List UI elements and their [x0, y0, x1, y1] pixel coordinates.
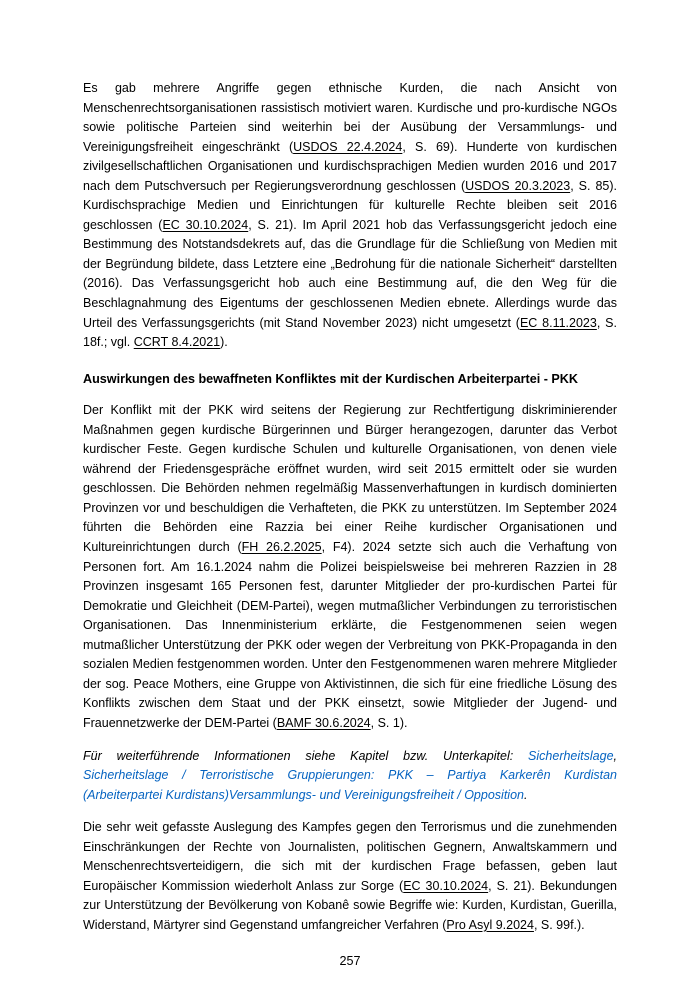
- source-reference-link[interactable]: USDOS 20.3.2023: [465, 178, 571, 193]
- text-run: , F4). 2024 setzte sich auch die Verhaftung von Personen fort. Am 16.1.2024 nahm die Polizei beispielsweise bei mehreren Razzien in 28 Provinzen insgesamt 165 Personen fest, darunter Mitglieder der pro-kurdischen Partei für Demokratie und Gleichheit (DEM-Partei), wegen mutmaßlicher Verbindungen zu terroristischen Organisationen. Das Innenministerium erklärte, die Festgenommenen seien wegen mutmaßlicher Unterstützung der PKK oder wegen der Verbreitung von PKK-Propaganda in den sozialen Medien festgenommen worden. Unter den Festgenommenen waren mehrere Mitglieder der sog. Peace Mothers, eine Gruppe von Aktivistinnen, die sich für eine friedliche Lösung des Konflikts zwischen dem Staat und der PKK einsetzt, sowie Mitglieder der Jugend- und Frauennetzwerke der DEM-Partei (: [83, 540, 617, 730]
- text-run: Die sehr weit gefasste Auslegung des Kampfes gegen den Terrorismus und die zunehmenden Einschränkungen der Rechte von Journalisten, politischen Gegnern, Anwaltskammern und Menschenrechtsverteidigern, die sich mit der kurdischen Frage befassen, geben laut Europäischer Kommission wiederholt Anlass zur Sorge (: [83, 820, 617, 893]
- text-run: , S. 69). Hunderte von kurdischen zivilgesellschaftlichen Organisationen und kurdischsprachigen Medien wurden 2016 und 2017 nach dem Putschversuch per Regierungsverordnung geschlossen (: [83, 139, 617, 193]
- text-run: .: [523, 787, 528, 802]
- text-run: , S. 99f.).: [533, 917, 585, 932]
- source-reference-link[interactable]: BAMF 30.6.2024: [276, 715, 371, 730]
- section-heading: Auswirkungen des bewaffneten Konfliktes mit der Kurdischen Arbeiterpartei - PKK: [83, 371, 578, 386]
- source-reference-link[interactable]: USDOS 22.4.2024: [293, 139, 403, 154]
- chapter-link[interactable]: Versammlungs- und Vereinigungsfreiheit / Opposition: [228, 787, 524, 802]
- chapter-link[interactable]: Sicherheitslage / Terroristische Gruppierungen: PKK – Partiya Karkerên Kurdistan (Arbeiterpartei Kurdistans): [83, 768, 617, 802]
- paragraph-pkk-conflict: [83, 401, 617, 733]
- source-reference-link[interactable]: EC 30.10.2024: [162, 217, 249, 232]
- paragraph-kurdish-rights: [83, 79, 617, 353]
- chapter-link[interactable]: Sicherheitslage: [528, 748, 614, 763]
- text-run: Für weiterführende Informationen siehe Kapitel bzw. Unterkapitel:: [83, 748, 529, 763]
- paragraph-terrorism-interpretation: [83, 818, 617, 935]
- text-run: , S. 1).: [370, 715, 408, 730]
- text-run: ).: [220, 335, 228, 350]
- text-run: Der Konflikt mit der PKK wird seitens der Regierung zur Rechtfertigung diskriminierender Maßnahmen gegen kurdische Bürgerinnen und Bürger herangezogen, darunter das Verbot kurdischer Feste. Gegen kurdische Schulen und kulturelle Organisationen, von denen viele während der Friedensgespräche eröffnet wurden, wird seit 2015 ermittelt oder sie wurden geschlossen. Die Behörden nehmen regelmäßig Massenverhaftungen in kurdisch dominierten Provinzen vor und beschuldigen die Verhafteten, die PKK zu unterstützen. Im September 2024 führten die Behörden eine Razzia bei einer Reihe kurdischer Organisationen und Kultureinrichtungen durch (: [83, 403, 617, 555]
- text-run: , S. 21). Im April 2021 hob das Verfassungsgericht jedoch eine Bestimmung des Notstandsdekrets auf, das die Grundlage für die Schließung von Medien mit der Begründung bildete, dass Letztere eine „Bedrohung für die nationale Sicherheit“ darstellten (2016). Das Verfassungsgericht hob auch eine Bestimmung auf, die den Weg für die Beschlagnahmung des Eigentums der geschlossenen Medien ebnete. Allerdings wurde das Urteil des Verfassungsgerichts (mit Stand November 2023) nicht umgesetzt (: [83, 217, 617, 330]
- text-run: , S. 21). Bekundungen zur Unterstützung der Bevölkerung von Kobanê sowie Begriffe wie: Kurden, Kurdistan, Guerilla, Widerstand, Märtyrer sind Gegenstand umfangreicher Verfahren (: [83, 878, 618, 932]
- source-reference-link[interactable]: EC 8.11.2023: [519, 315, 597, 330]
- source-reference-link[interactable]: Pro Asyl 9.2024: [446, 917, 534, 932]
- source-reference-link[interactable]: EC 30.10.2024: [403, 878, 489, 893]
- source-reference-link[interactable]: FH 26.2.2025: [241, 540, 322, 555]
- text-run: ,: [613, 748, 617, 763]
- paragraph-cross-references: [83, 747, 617, 806]
- text-run: , S. 18f.; vgl.: [83, 315, 617, 350]
- text-run: , S. 85). Kurdischsprachige Medien und Einrichtungen für kulturelle Rechte bleiben seit 2016 geschlossen (: [83, 178, 617, 232]
- source-reference-link[interactable]: CCRT 8.4.2021: [133, 335, 221, 350]
- text-run: Es gab mehrere Angriffe gegen ethnische Kurden, die nach Ansicht von Menschenrechtsorganisationen rassistisch motiviert waren. Kurdische und pro-kurdische NGOs sowie politische Parteien sind weiterhin bei der Ausübung der Versammlungs- und Vereinigungsfreiheit eingeschränkt (: [83, 81, 617, 154]
- page-number: 257: [339, 954, 361, 968]
